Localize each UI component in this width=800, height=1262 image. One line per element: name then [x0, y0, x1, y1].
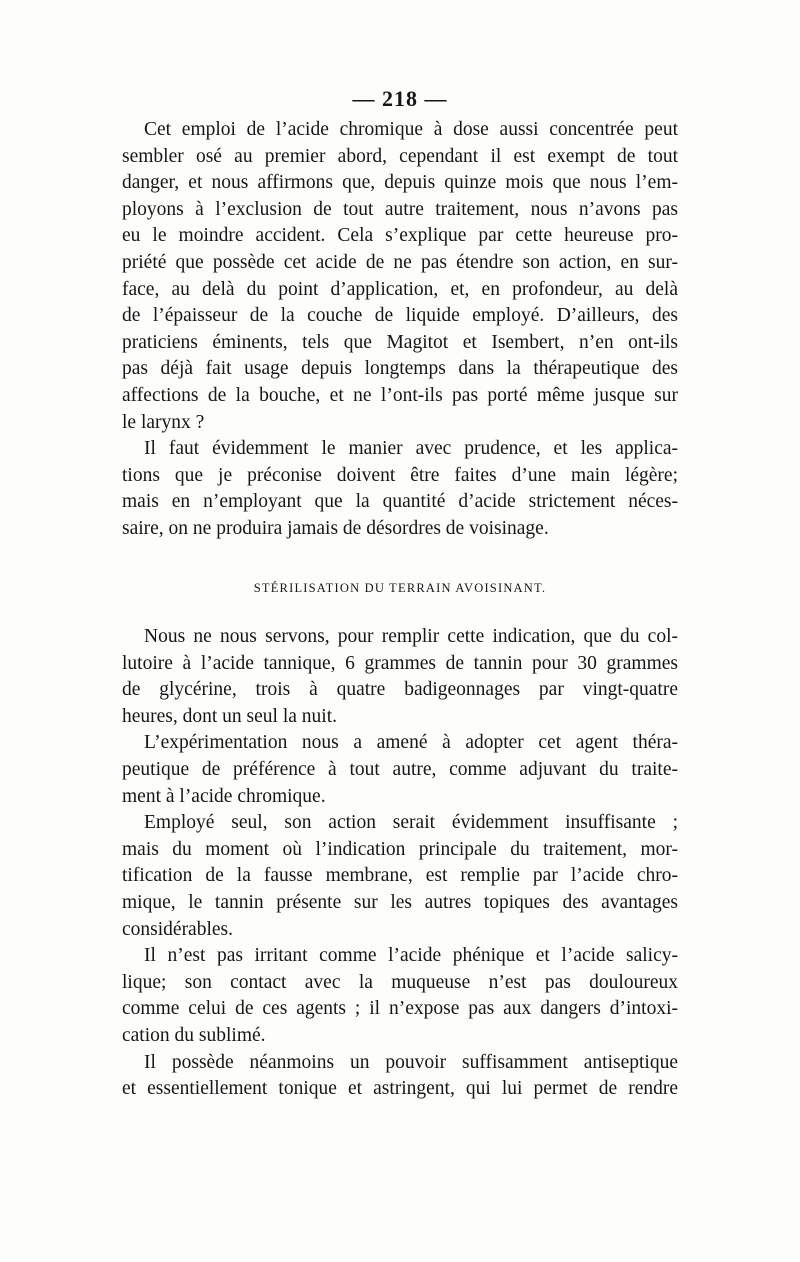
text-line: danger, et nous affirmons que, depuis quinze mois que nous l’em- [122, 172, 678, 194]
text-line: lutoire à l’acide tannique, 6 grammes de tannin pour 30 grammes [122, 652, 678, 674]
text-line: lique; son contact avec la muqueuse n’est pas douloureux [122, 971, 678, 993]
paragraph [122, 943, 678, 1049]
text-line: praticiens éminents, tels que Magitot et Isembert, n’en ont-ils [122, 331, 678, 353]
text-line: Il n’est pas irritant comme l’acide phénique et l’acide salicy- [144, 945, 678, 967]
text-line: peutique de préférence à tout autre, comme adjuvant du traite- [122, 758, 678, 780]
text-line: sembler osé au premier abord, cependant il est exempt de tout [122, 145, 678, 167]
text-line: Il faut évidemment le manier avec prudence, et les applica- [144, 438, 678, 460]
text-line: ployons à l’exclusion de tout autre traitement, nous n’avons pas [122, 198, 678, 220]
text-block-before-heading [122, 117, 678, 543]
text-line: L’expérimentation nous a amené à adopter cet agent théra- [144, 732, 678, 754]
text-line: saire, on ne produira jamais de désordres de voisinage. [122, 517, 549, 539]
text-line: de l’épaisseur de la couche de liquide employé. D’ailleurs, des [122, 305, 678, 327]
text-line: face, au delà du point d’application, et, en profondeur, au delà [122, 278, 678, 300]
text-line: le larynx ? [122, 411, 205, 433]
paragraph [122, 1050, 678, 1103]
section-heading: STÉRILISATION DU TERRAIN AVOISINANT. [253, 581, 547, 595]
paragraph [122, 117, 678, 436]
text-line: considérables. [122, 918, 234, 940]
paragraph [122, 436, 678, 542]
text-line: tification de la fausse membrane, est remplie par l’acide chro- [122, 865, 678, 887]
text-line: mais en n’employant que la quantité d’acide strictement néces- [122, 491, 678, 513]
text-line: tions que je préconise doivent être faites d’une main légère; [122, 464, 678, 486]
text-line: Nous ne nous servons, pour remplir cette indication, que du col- [144, 626, 678, 647]
text-line: pas déjà fait usage depuis longtemps dans la thérapeutique des [122, 358, 678, 380]
text-line: affections de la bouche, et ne l’ont-ils pas porté même jusque sur [122, 384, 678, 406]
paragraph [122, 624, 678, 730]
text-block-after-heading [122, 624, 678, 1103]
text-line: eu le moindre accident. Cela s’explique par cette heureuse pro- [122, 225, 678, 247]
text-line: et essentiellement tonique et astringent, qui lui permet de rendre [122, 1078, 678, 1100]
text-line: de glycérine, trois à quatre badigeonnages par vingt-quatre [122, 679, 678, 701]
paragraph [122, 730, 678, 810]
text-line: Cet emploi de l’acide chromique à dose aussi concentrée peut [144, 119, 678, 140]
text-line: comme celui de ces agents ; il n’expose pas aux dangers d’intoxi- [122, 998, 678, 1020]
paragraph [122, 810, 678, 943]
text-line: ment à l’acide chromique. [122, 785, 326, 807]
text-line: heures, dont un seul la nuit. [122, 705, 338, 727]
text-line: Employé seul, son action serait évidemment insuffisante ; [144, 812, 678, 834]
page-number: — 218 — [352, 86, 448, 111]
text-line: Il possède néanmoins un pouvoir suffisamment antiseptique [144, 1051, 678, 1073]
text-line: cation du sublimé. [122, 1024, 266, 1046]
text-line: priété que possède cet acide de ne pas étendre son action, en sur- [122, 251, 678, 273]
text-line: mais du moment où l’indication principale du traitement, mor- [122, 838, 678, 860]
text-line: mique, le tannin présente sur les autres topiques des avantages [122, 891, 678, 913]
